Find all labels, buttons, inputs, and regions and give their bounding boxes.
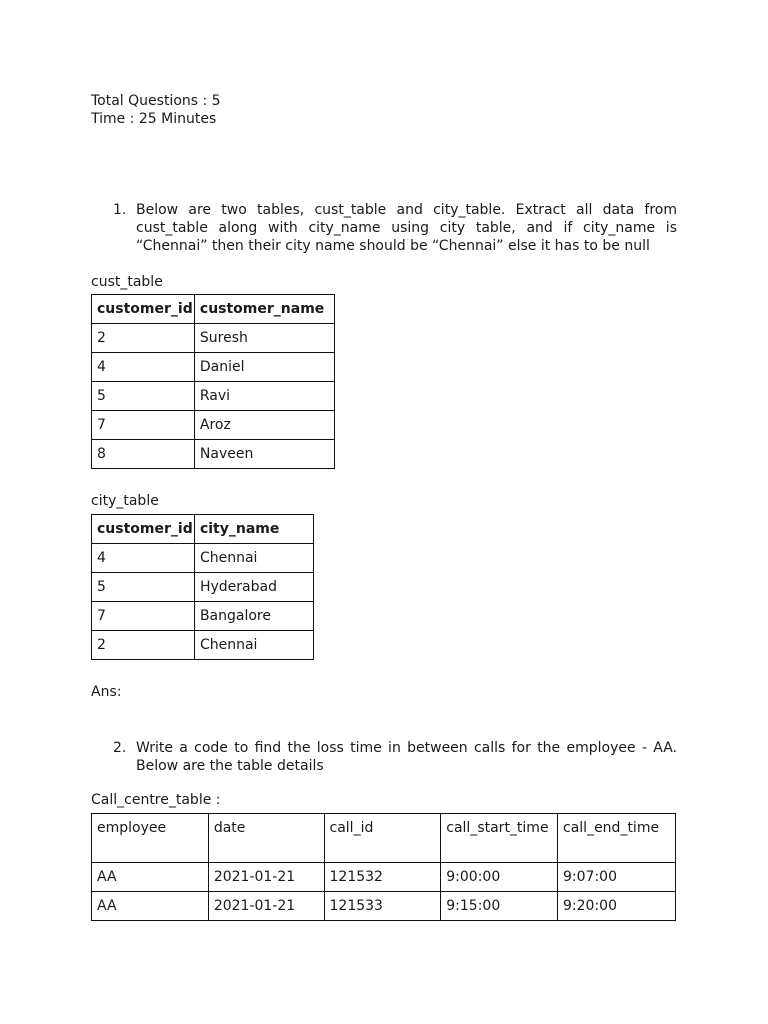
table-cell: Aroz (194, 411, 334, 440)
table-cell: 2 (92, 631, 195, 660)
table-cell: Bangalore (194, 602, 313, 631)
exam-header (91, 92, 221, 128)
time-limit: Time : 25 Minutes (91, 111, 217, 127)
table-header-row (92, 295, 335, 324)
table-cell: Naveen (194, 440, 334, 469)
column-header: customer_name (194, 295, 334, 324)
table-cell: 9:00:00 (441, 863, 558, 892)
table-cell: Ravi (194, 382, 334, 411)
table-cell: 5 (92, 573, 195, 602)
table-row (92, 382, 335, 411)
question-text: Below are two tables, cust_table and city_table. Extract all data from cust_table along with city_name using city table, and if city_name is “Chennai” then their city name should be “Chennai” else it has to be null (136, 202, 677, 254)
question-text: Write a code to find the loss time in between calls for the employee - AA. Below are the table details (136, 740, 677, 774)
table-cell: 9:15:00 (441, 892, 558, 921)
column-header: call_end_time (558, 814, 676, 863)
table-row (92, 631, 314, 660)
table-row (92, 324, 335, 353)
city-table (91, 514, 314, 660)
table-row (92, 892, 676, 921)
table-cell: 4 (92, 353, 195, 382)
column-header: customer_id (92, 295, 195, 324)
table-header-row (92, 515, 314, 544)
table-row (92, 573, 314, 602)
column-header: customer_id (92, 515, 195, 544)
table-cell: 4 (92, 544, 195, 573)
table-row (92, 602, 314, 631)
table-cell: 8 (92, 440, 195, 469)
table-cell: 2021-01-21 (208, 863, 324, 892)
cust-table (91, 294, 335, 469)
table-cell: 7 (92, 411, 195, 440)
question-number: 1. (113, 202, 127, 218)
table-cell: Daniel (194, 353, 334, 382)
cust-table-label: cust_table (91, 274, 163, 290)
call-table-label: Call_centre_table : (91, 792, 221, 808)
answer-label: Ans: (91, 684, 122, 700)
table-cell: 2 (92, 324, 195, 353)
table-cell: Chennai (194, 631, 313, 660)
table-cell: Hyderabad (194, 573, 313, 602)
question-number: 2. (113, 740, 127, 756)
table-row (92, 863, 676, 892)
city-table-label: city_table (91, 493, 159, 509)
table-cell: 9:20:00 (558, 892, 676, 921)
table-cell: Chennai (194, 544, 313, 573)
table-cell: 9:07:00 (558, 863, 676, 892)
total-questions: Total Questions : 5 (91, 93, 221, 109)
table-cell: 2021-01-21 (208, 892, 324, 921)
column-header: call_id (324, 814, 441, 863)
table-cell: 121533 (324, 892, 441, 921)
column-header: date (208, 814, 324, 863)
question-1 (113, 201, 677, 255)
table-row (92, 440, 335, 469)
column-header: city_name (194, 515, 313, 544)
column-header: call_start_time (441, 814, 558, 863)
column-header: employee (92, 814, 209, 863)
table-cell: AA (92, 863, 209, 892)
table-cell: 5 (92, 382, 195, 411)
table-cell: AA (92, 892, 209, 921)
table-header-row (92, 814, 676, 863)
table-cell: Suresh (194, 324, 334, 353)
call-centre-table (91, 813, 676, 921)
table-cell: 7 (92, 602, 195, 631)
table-row (92, 411, 335, 440)
table-row (92, 353, 335, 382)
question-2 (113, 739, 677, 775)
table-row (92, 544, 314, 573)
table-cell: 121532 (324, 863, 441, 892)
